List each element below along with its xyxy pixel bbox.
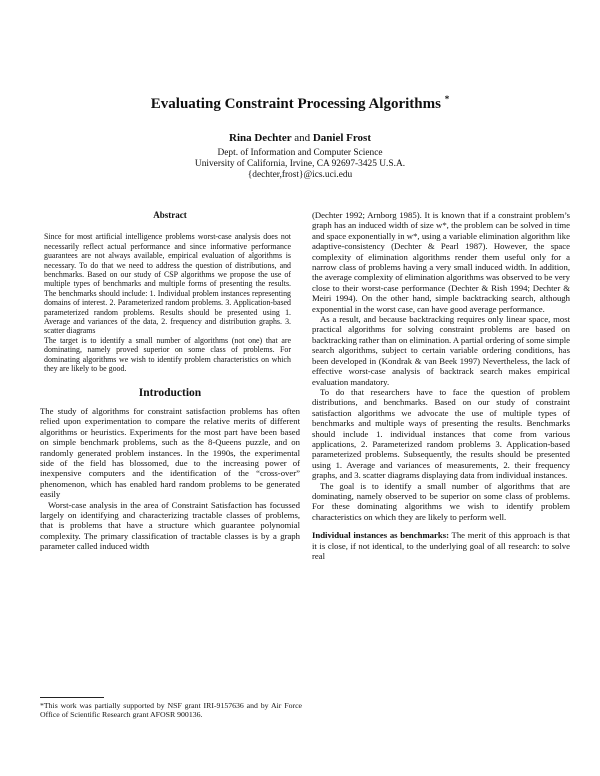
abstract-paragraph: Since for most artificial intelligence problems worst-case analysis does not necessarily reflect actual performance and since informative performance guarantees are not always available, empirical evaluation of algorithms is necessary. To do that we need to address the question of distributions, and benchmarks. Based on our study of CSP algorithms we propose the use of multiple types of benchmarks and multiple forms of presenting the results. The benchmarks should include: 1. Individual problem instances representing domains of interest. 2. Parameterized random problems. 3. Application-based parameterized random problems. Results should be presented using 1. Average and variances of the data, 2. frequency and distribution graphs. 3. scatter diagrams: [44, 232, 291, 336]
subsection-paragraph: [312, 530, 570, 561]
affiliation-department: Dept. of Information and Computer Science: [217, 148, 383, 158]
author-joiner: and: [294, 132, 311, 144]
right-column: [312, 210, 570, 561]
affiliation-university: University of California, Irvine, CA 92697-3425 U.S.A.: [194, 159, 406, 169]
introduction-paragraph: Worst-case analysis in the area of Constraint Satisfaction has focussed largely on identifying and characterizing tractable classes of problems, that is problems that have a structure which guarantee polynomial complexity. The primary classification of tractable classes is by a graph parameter called induced width: [40, 499, 300, 552]
introduction-heading: Introduction: [138, 386, 202, 399]
body-paragraph: As a result, and because backtracking requires only linear space, most practical algorithms for solving constraint problems are based on backtracking rather than on elimination. A partial ordering of some simple search algorithms, subject to certain variable ordering conditions, has been developed in (Kondrak & van Beek 1997) Nevertheless, the lack of effective worst-case analysis of backtrack search makes empirical evaluation mandatory.: [312, 314, 570, 387]
abstract-body: [40, 232, 300, 373]
author-2: Daniel Frost: [312, 132, 371, 144]
body-paragraph: To do that researchers have to face the question of problem distributions, and benchmarks. Based on our study of constraint satisfaction algorithms we advocate the use of multiple types of benchmarks and multiple ways of presenting the results. Benchmarks should include 1. individual instances that come from various applications, 2. Parameterized random problems 3. Application-based parameterized problems. Subsequently, the results should be presented using 1. Average and variances of measurements, 2. their frequency graphs, and 3. scatter diagrams displaying data from individual instances.: [312, 386, 570, 481]
subsection-heading: Individual instances as benchmarks:: [312, 530, 449, 541]
author-1: Rina Dechter: [229, 132, 292, 144]
abstract-heading: Abstract: [153, 210, 187, 220]
affiliation-email: {dechter,frost}@ics.uci.edu: [247, 170, 353, 180]
paper-title: [0, 94, 600, 113]
left-column: [40, 210, 300, 552]
body-paragraph: The goal is to identify a small number of algorithms that are dominating, namely observed to be superior on some class of problems. For these dominating algorithms we wish to identify problem characteristics on which they are likely to perform well.: [312, 480, 570, 522]
author-line: [0, 132, 600, 144]
title-text: Evaluating Constraint Processing Algorithms: [150, 96, 441, 112]
introduction-paragraph: The study of algorithms for constraint satisfaction problems has often relied upon experimentation to compare the relative merits of different algorithms or heuristics. Experiments for the most part have been based on simple benchmark problems, such as the 8-Queens puzzle, and on randomly generated problem instances. In the 1990s, the experimental side of the field has blossomed, due to the increasing power of inexpensive computers and the identification of the “cross-over” phenomenon, which has enabled hard random problems to be generated easily: [40, 405, 300, 500]
body-paragraph: (Dechter 1992; Arnborg 1985). It is known that if a constraint problem’s graph has an induced width of size w*, the problem can be solved in time and space exponentially in w*, using a variable elimination algorithm like adaptive-consistency (Dechter & Pearl 1987). However, the space complexity of elimination algorithms render them useful only for a narrow class of problems having a very small induced width. In addition, the average complexity of elimination algorithms was observed to be very close to their worst-case performance (Dechter & Rish 1994; Dechter & Meiri 1994). On the other hand, simple backtracking search, although exponential in the worst case, can have good average performance.: [312, 210, 570, 314]
footnote: *This work was partially supported by NSF grant IRI-9157636 and by Air Force Office of Scientific Research grant AFOSR 900136.: [40, 701, 302, 720]
subsection-text: The merit of this approach is that it is close, if not identical, to the underlying goal of all research: to solve real: [312, 530, 570, 561]
abstract-paragraph: The target is to identify a small number of algorithms (not one) that are dominating, namely proved superior on some class of problems. For dominating algorithms we wish to identify problem characteristics on which they are likely to be good.: [44, 335, 291, 374]
footnote-rule: [40, 697, 104, 698]
title-footnote-mark: *: [444, 94, 450, 104]
